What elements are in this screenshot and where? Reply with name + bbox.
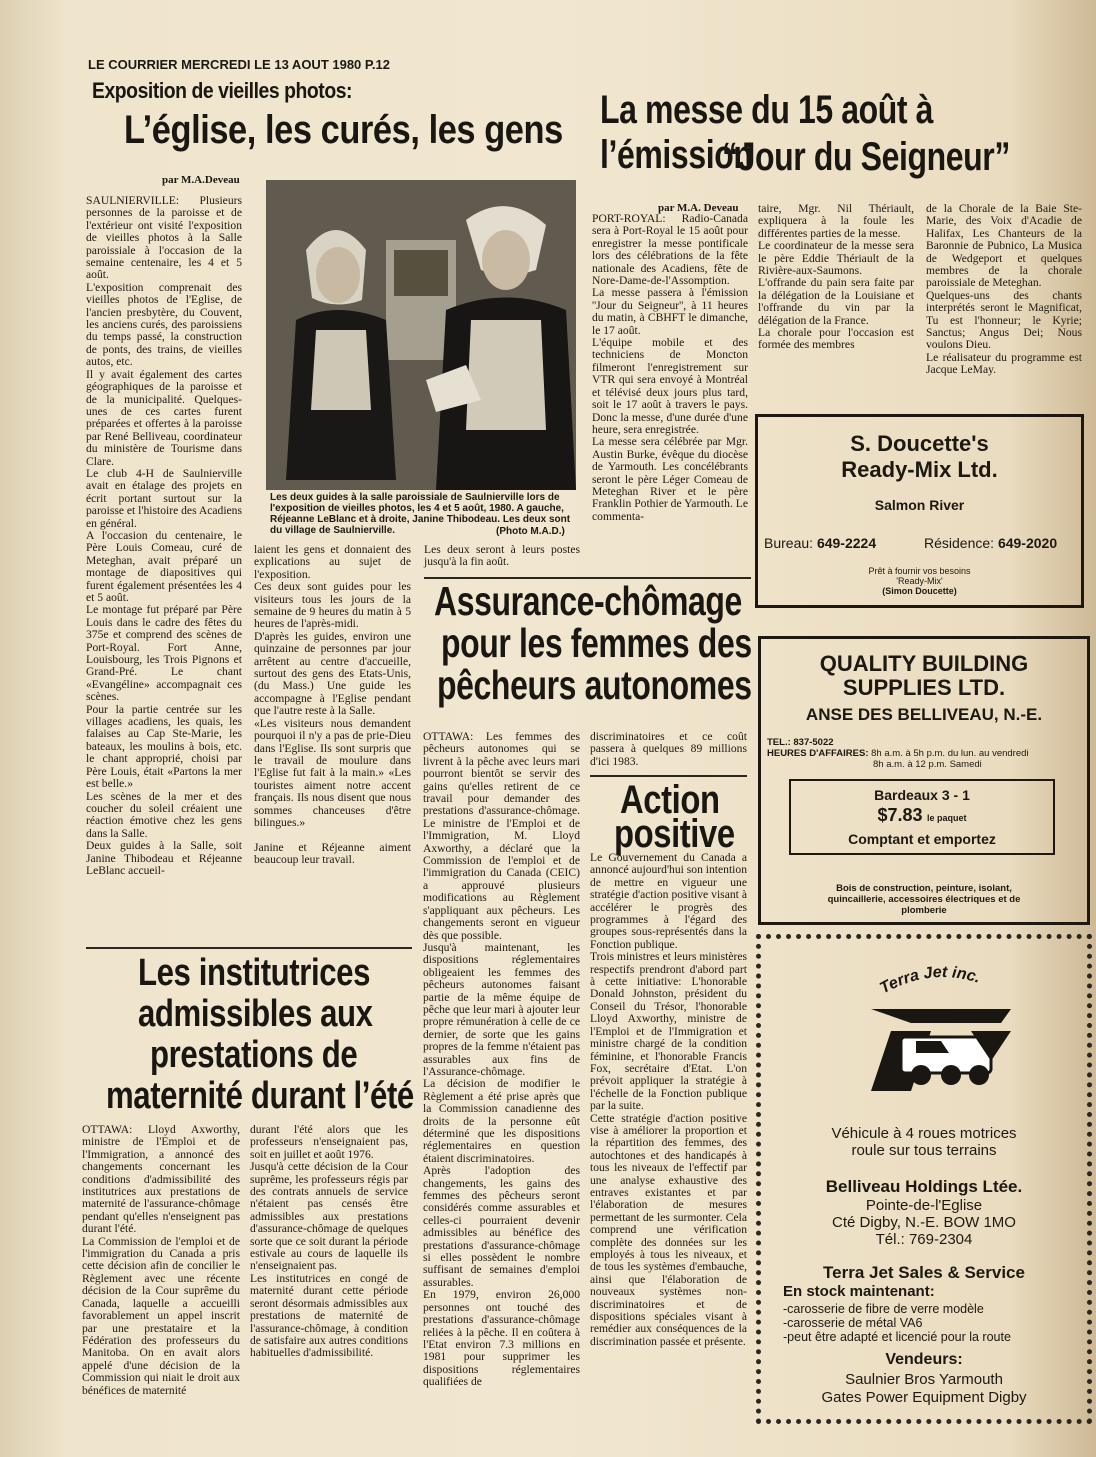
article2-title-line1: La messe du 15 août à l’émission — [600, 88, 934, 177]
promo-unit: le paquet — [926, 813, 967, 823]
terrajet-service: Terra Jet Sales & Service — [823, 1263, 1025, 1282]
promo-terms: Comptant et emportez — [848, 831, 996, 847]
ad-quality-name-line2: SUPPLIES LTD. — [842, 675, 1006, 700]
terrajet-vehicle-line1: Véhicule à 4 roues motrices — [831, 1125, 1017, 1142]
article3-column-1: OTTAWA: Les femmes des pêcheurs autonomes qui se livrent à la pêche avec leurs mari pourront bientôt se servir des gains qu'elles retirent de ce travail pour demander des prestations d'assurance-chômage. Le ministre de l'Emploi et de l'Immigration, M. Lloyd Axworthy, a déclaré que la Commission de l'emploi et de l'immigration du Canada (CEIC) a approuvé plusieurs modifications au Règlement s'appliquant aux pêcheurs. Les changements seront en vigueur dès que possible. Jusqu'à maintenant, les dispositions réglementaires obligeaient les femmes des pêcheurs autonomes faisant partie de la même équipe de pêche que leur mari à ajouter leur propre rémunération à celle de ce dernier, de sorte que les gains propres de la femme n'étaient pas assurables aux fins de l'Assurance-chômage. La décision de modifier le Règlement a été prise après que la Commission canadienne des droits de la personne eût déterminé que les dispositions réglementaires en question étaient discriminatoires. Après l'adoption des changements, les gains des femmes des pêcheurs seront considérés comme assurables et celles-ci pourraient devenir admissibles au bénéfice des prestations d'assurance-chômage si elles possèdent le nombre suffisant de semaines d'emploi assurables. En 1979, environ 26,000 personnes ont touché des prestations d'assurance-chômage reliées à la pêche. Il en coûtera à l'Etat environ 7.3 millions en 1981 pour supprimer les dispositions réglementaires qualifiées de — [423, 731, 580, 1389]
ad-doucette-residence — [924, 535, 1057, 551]
promo-title: Bardeaux 3 - 1 — [874, 787, 970, 803]
article4-body: Le Gouvernement du Canada a annoncé aujourd'hui son intention de mettre en vigueur une stratégie d'action positive visant à accélérer le progrès des programmes à l'égard des groupes sous-représentés dans la Fonction publique. Trois ministres et leurs ministères respectifs prendront d'abord part à cette initiative: L'honorable Donald Johnston, président du Conseil du Trésor, l'honorable Lloyd Axworthy, ministre de l'Emploi et de l'Immigration et ministre chargé de la condition féminine, et l'honorable Francis Fox, secrétaire d'Etat. L'on prévoit appliquer la stratégie à l'échelle de la Fonction publique par la suite. Cette stratégie d'action positive vise à améliorer la proportion et la répartition des femmes, des autochtones et des handicapés à tous les niveaux de l'effectif par une analyse exhaustive des entraves existantes et par l'élaboration de mesures permettant de les surmonter. Cela comprend une vérification complète des données sur les employés à tous les niveaux, et de tous les systèmes d'embauche, ainsi que l'élaboration de nouveaux systèmes non-discriminatoires et de dispositions spéciales visant à remédier aux conséquences de la discrimination passée et présente. — [590, 852, 747, 1348]
terrajet-stock-title: En stock maintenant: — [783, 1283, 935, 1300]
article1-column-2: laient les gens et donnaient des explications au sujet de l'exposition. Ces deux sont guides pour les visiteurs tous les jours de la semaine de 9 heures du matin à 5 heures de l'après-midi. D'après les guides, environ une quinzaine de personnes par jour arrêtent au centre d'accueille, surtout des gens des Etats-Unis, (du Mass.) Une guide les accompagne à l'Eglise pendant que l'autre reste à la Salle. «Les visiteurs nous demandent pourquoi il n'y a pas de prie-Dieu dans l'Eglise. Ils sont surpris que le travail de moulure dans l'Eglise fut fait à la main.» «Les touristes aiment notre accent français. Ils nous disent que nous sommes chanceuses d'être bilingues.» Janine et Réjeanne aiment beaucoup leur travail. — [254, 544, 411, 867]
ad-quality-hours — [767, 748, 1029, 759]
terrajet-address-2: Cté Digby, N.-E. BOW 1MO — [832, 1214, 1016, 1231]
ad-doucette-ready-mix — [755, 414, 1084, 608]
ad-quality-building — [758, 636, 1090, 925]
terrajet-phone: Tél.: 769-2304 — [875, 1231, 973, 1248]
terrajet-stock-item-2: -carosserie de métal VA6 — [783, 1316, 923, 1330]
ad-doucette-tagline-2: 'Ready-Mix' — [896, 576, 943, 586]
bureau-label: Bureau: — [764, 535, 814, 551]
ad-doucette-name-line1: S. Doucette's — [850, 431, 989, 456]
residence-label: Résidence: — [924, 535, 995, 551]
terrajet-dealer: Belliveau Holdings Ltée. — [825, 1177, 1023, 1196]
rule-article4-top — [590, 775, 747, 777]
article5-title-line2: admissibles aux — [138, 993, 373, 1035]
ad-quality-products-3: plomberie — [901, 905, 947, 916]
residence-phone: 649-2020 — [997, 535, 1058, 551]
ad-doucette-bureau — [764, 535, 876, 551]
ad-quality-promo-box — [789, 779, 1055, 855]
dateline: LE COURRIER MERCREDI LE 13 AOUT 1980 P.12 — [88, 57, 390, 72]
article1-kicker: Exposition de vieilles photos: — [92, 78, 353, 103]
guides-photo — [266, 180, 576, 490]
article1-column-1: SAULNIERVILLE: Plusieurs personnes de la paroisse et de l'extérieur ont visité l'exposition de vieilles photos à la Salle paroissiale à l'occasion de la semaine centenaire, les 4 et 5 août. L'exposition comprenait des vieilles photos de l'Eglise, de l'ancien presbytère, du Couvent, les anciens curés, des paroissiens du temps passé, la construction de ponts, des trains, de vieilles autos, etc. Il y avait également des cartes géographiques de la paroisse et de la municipalité. Quelques-unes de ces cartes furent préparées et offertes à la paroisse par René Belliveau, coordinateur du ministère de Tourisme dans Clare. Le club 4-H de Saulnierville avait en étalage des projets en écrit portant surtout sur la paroisse et l'histoire des Acadiens en général. A l'occasion du centenaire, le Père Louis Comeau, curé de Meteghan, avait préparé un montage de diapositives qui furent également présentées les 4 et 5 août. Le montage fut préparé par Père Louis dans le cadre des fêtes du 375e et comprend des scènes de Port-Royal. Fort Anne, Louisbourg, les Trois Pignons et Grand-Pré. Le chant «Evangéline» accompagnait ces scènes. Pour la partie centrée sur les villages acadiens, les quais, les falaises au Cap Ste-Marie, les bateaux, les moulins à bois, etc. le chant approprié, choisi par Père Louis, était «Partons la mer est belle.» Les scènes de la mer et des coucher du soleil créaient une réaction émotive chez les gens dans la Salle. Deux guides à la Salle, soit Janine Thibodeau et Réjeanne LeBlanc accueil- — [86, 195, 242, 877]
article5-column-1: OTTAWA: Lloyd Axworthy, ministre de l'Emploi et de l'Immigration, a annoncé des changements concernant les conditions d'admissibilité des institutrices aux prestations de maternité de l'assurance-chômage pendant qu'elles n'enseignent pas durant l'été. La Commission de l'emploi et de l'immigration du Canada a pris cette décision afin de concilier le Règlement avec une récente décision de la Cour suprême du Canada, laquelle a accueilli favorablement un appel inscrit par une prestataire et la Fédération des professeurs du Manitoba. On en avait alors appelé d'une décision de la Commission qui niait le droit aux bénéfices de maternité — [82, 1124, 240, 1397]
terrajet-vehicle-icon — [871, 1001, 1011, 1091]
terrajet-vehicle-line2: roule sur tous terrains — [851, 1142, 997, 1159]
ad-quality-hours-saturday: 8h a.m. à 12 p.m. Samedi — [873, 759, 982, 770]
article1-byline: par M.A.Deveau — [162, 174, 240, 186]
article1-column-3: Les deux seront à leurs postes jusqu'à la fin août. — [424, 543, 580, 569]
ad-doucette-location: Salmon River — [874, 497, 965, 513]
terrajet-address-1: Pointe-de-l'Eglise — [865, 1197, 983, 1214]
ad-quality-name-line1: QUALITY BUILDING — [819, 651, 1029, 676]
photo-credit: (Photo M.A.D.) — [496, 526, 565, 537]
article2-column-3: de la Chorale de la Baie Ste-Marie, des Voix d'Acadie de Halifax, Les Chanteurs de la Baronnie de Pubnico, La Musica de Wedgeport et quelques membres de la chorale paroissiale de Meteghan. Quelques-uns des chants interprétés seront le Magnificat, Tu est l'honneur; le Kyrie; Sanctus; Angus Dei; Nous voulons Dieu. Le réalisateur du programme est Jacque LeMay. — [926, 203, 1082, 377]
promo-price-line — [791, 805, 1053, 826]
ad-quality-products-2: quincaillerie, accessoires électriques et de — [827, 894, 1021, 905]
terrajet-logo-arc — [873, 961, 1013, 1001]
article5-title-line4: maternité durant l’été — [106, 1075, 414, 1117]
ad-quality-products-1: Bois de construction, peinture, isolant, — [836, 883, 1012, 894]
terrajet-seller-2: Gates Power Equipment Digby — [821, 1389, 1027, 1406]
svg-text:Terra Jet inc. — [877, 964, 982, 997]
article3-title-line3: pêcheurs autonomes — [437, 662, 752, 708]
terrajet-stock-item-3: -peut être adapté et licencié pour la route — [783, 1330, 1011, 1344]
article5-title-line1: Les institutrices — [138, 952, 370, 994]
article3-title-line1: Assurance-chômage — [434, 578, 742, 624]
ad-quality-tel: TEL.: 837-5022 — [767, 737, 834, 748]
ad-terrajet — [756, 934, 1092, 1424]
photo-illustration — [266, 180, 576, 490]
terrajet-logo-text: Terra Jet inc. — [877, 963, 983, 998]
article2-column-2: taire, Mgr. Nil Thériault, expliquera à la foule les différentes parties de la messe. Le coordinateur de la messe sera le père Eddie Thériault de la Rivière-aux-Saumons. L'offrande du pain sera faite par la délégation de la Louisiane et l'offrande du vin par la délégation de la France. La chorale pour l'occasion est formée des membres — [758, 203, 914, 352]
article5-title-line3: prestations de — [150, 1034, 358, 1076]
article2-byline: par M.A. Deveau — [658, 202, 739, 214]
terrajet-stock-item-1: -carosserie de fibre de verre modèle — [783, 1302, 984, 1316]
article3-column-2: discriminatoires et ce coût passera à quelques 89 millions d'ici 1983. — [590, 730, 747, 768]
article3-title-line2: pour les femmes des — [441, 620, 752, 666]
article4-title-line2: positive — [614, 812, 735, 856]
ad-doucette-tagline-3: (Simon Doucette) — [882, 586, 957, 596]
bureau-phone: 649-2224 — [816, 535, 877, 551]
ad-quality-location: ANSE DES BELLIVEAU, N.-E. — [805, 705, 1043, 724]
photo-caption: Les deux guides à la salle paroissiale de Saulnierville lors de l'exposition de vieilles photos, les 4 et 5 août, 1980. A gauche, Réjeanne LeBlanc et à droite, Janine Thibodeau. Les deux sont du village de Saulnierville. — [270, 492, 571, 536]
hours-label: HEURES D'AFFAIRES: — [767, 748, 869, 759]
article5-column-2: durant l'été alors que les professeurs n'enseignaient pas, soit en juillet et août 1976. Jusqu'à cette décision de la Cour suprême, les professeurs régis par des contrats annuels de service n'étaient pas censés être admissibles aux prestations d'assurance-chômage de quelques sorte que ce soit durant la période estivale au cours de laquelle ils n'enseignaient pas. Les institutrices en congé de maternité durant cette période seront désormais admissibles aux prestations de maternité de l'assurance-chômage, à condition de satisfaire aux autres conditions habituelles d'admissibilité. — [250, 1124, 408, 1360]
article4-title-line1: Action — [620, 778, 720, 822]
article2-title-line2: “Jour du Seigneur” — [722, 135, 1010, 179]
ad-doucette-tagline-1: Prêt à fournir vos besoins — [868, 566, 971, 576]
hours-weekday: 8h a.m. à 5h p.m. du lun. au vendredi — [871, 748, 1029, 759]
rule-article5-top — [86, 947, 412, 949]
article2-column-1: PORT-ROYAL: Radio-Canada sera à Port-Royal le 15 août pour enregistrer la messe pontificale lors des célébrations de la fête nationale des Acadiens, fête de Nore-Dame-de-l'Assomption. La messe passera à l'émission ''Jour du Seigneur'', à 11 heures du matin, à CBHFT le dimanche, le 17 août. L'équipe mobile et des techniciens de Moncton filmeront l'enregistrement sur VTR qui sera envoyé à Montréal et télévisé deux jours plus tard, soit le 17 août à travers le pays. Donc la messe, d'une durée d'une heure, sera enregistrée. La messe sera célébrée par Mgr. Austin Burke, évêque du diocèse de Yarmouth. Les concélébrants seront le père Léger Comeau de Meteghan River et le père Franklin Pothier de Yarmouth. Le commenta- — [592, 213, 748, 523]
terrajet-sellers-title: Vendeurs: — [885, 1351, 963, 1368]
ad-doucette-name-line2: Ready-Mix Ltd. — [841, 457, 998, 482]
terrajet-seller-1: Saulnier Bros Yarmouth — [845, 1371, 1003, 1388]
promo-price: $7.83 — [877, 805, 923, 825]
article1-title: L’église, les curés, les gens — [124, 108, 563, 152]
